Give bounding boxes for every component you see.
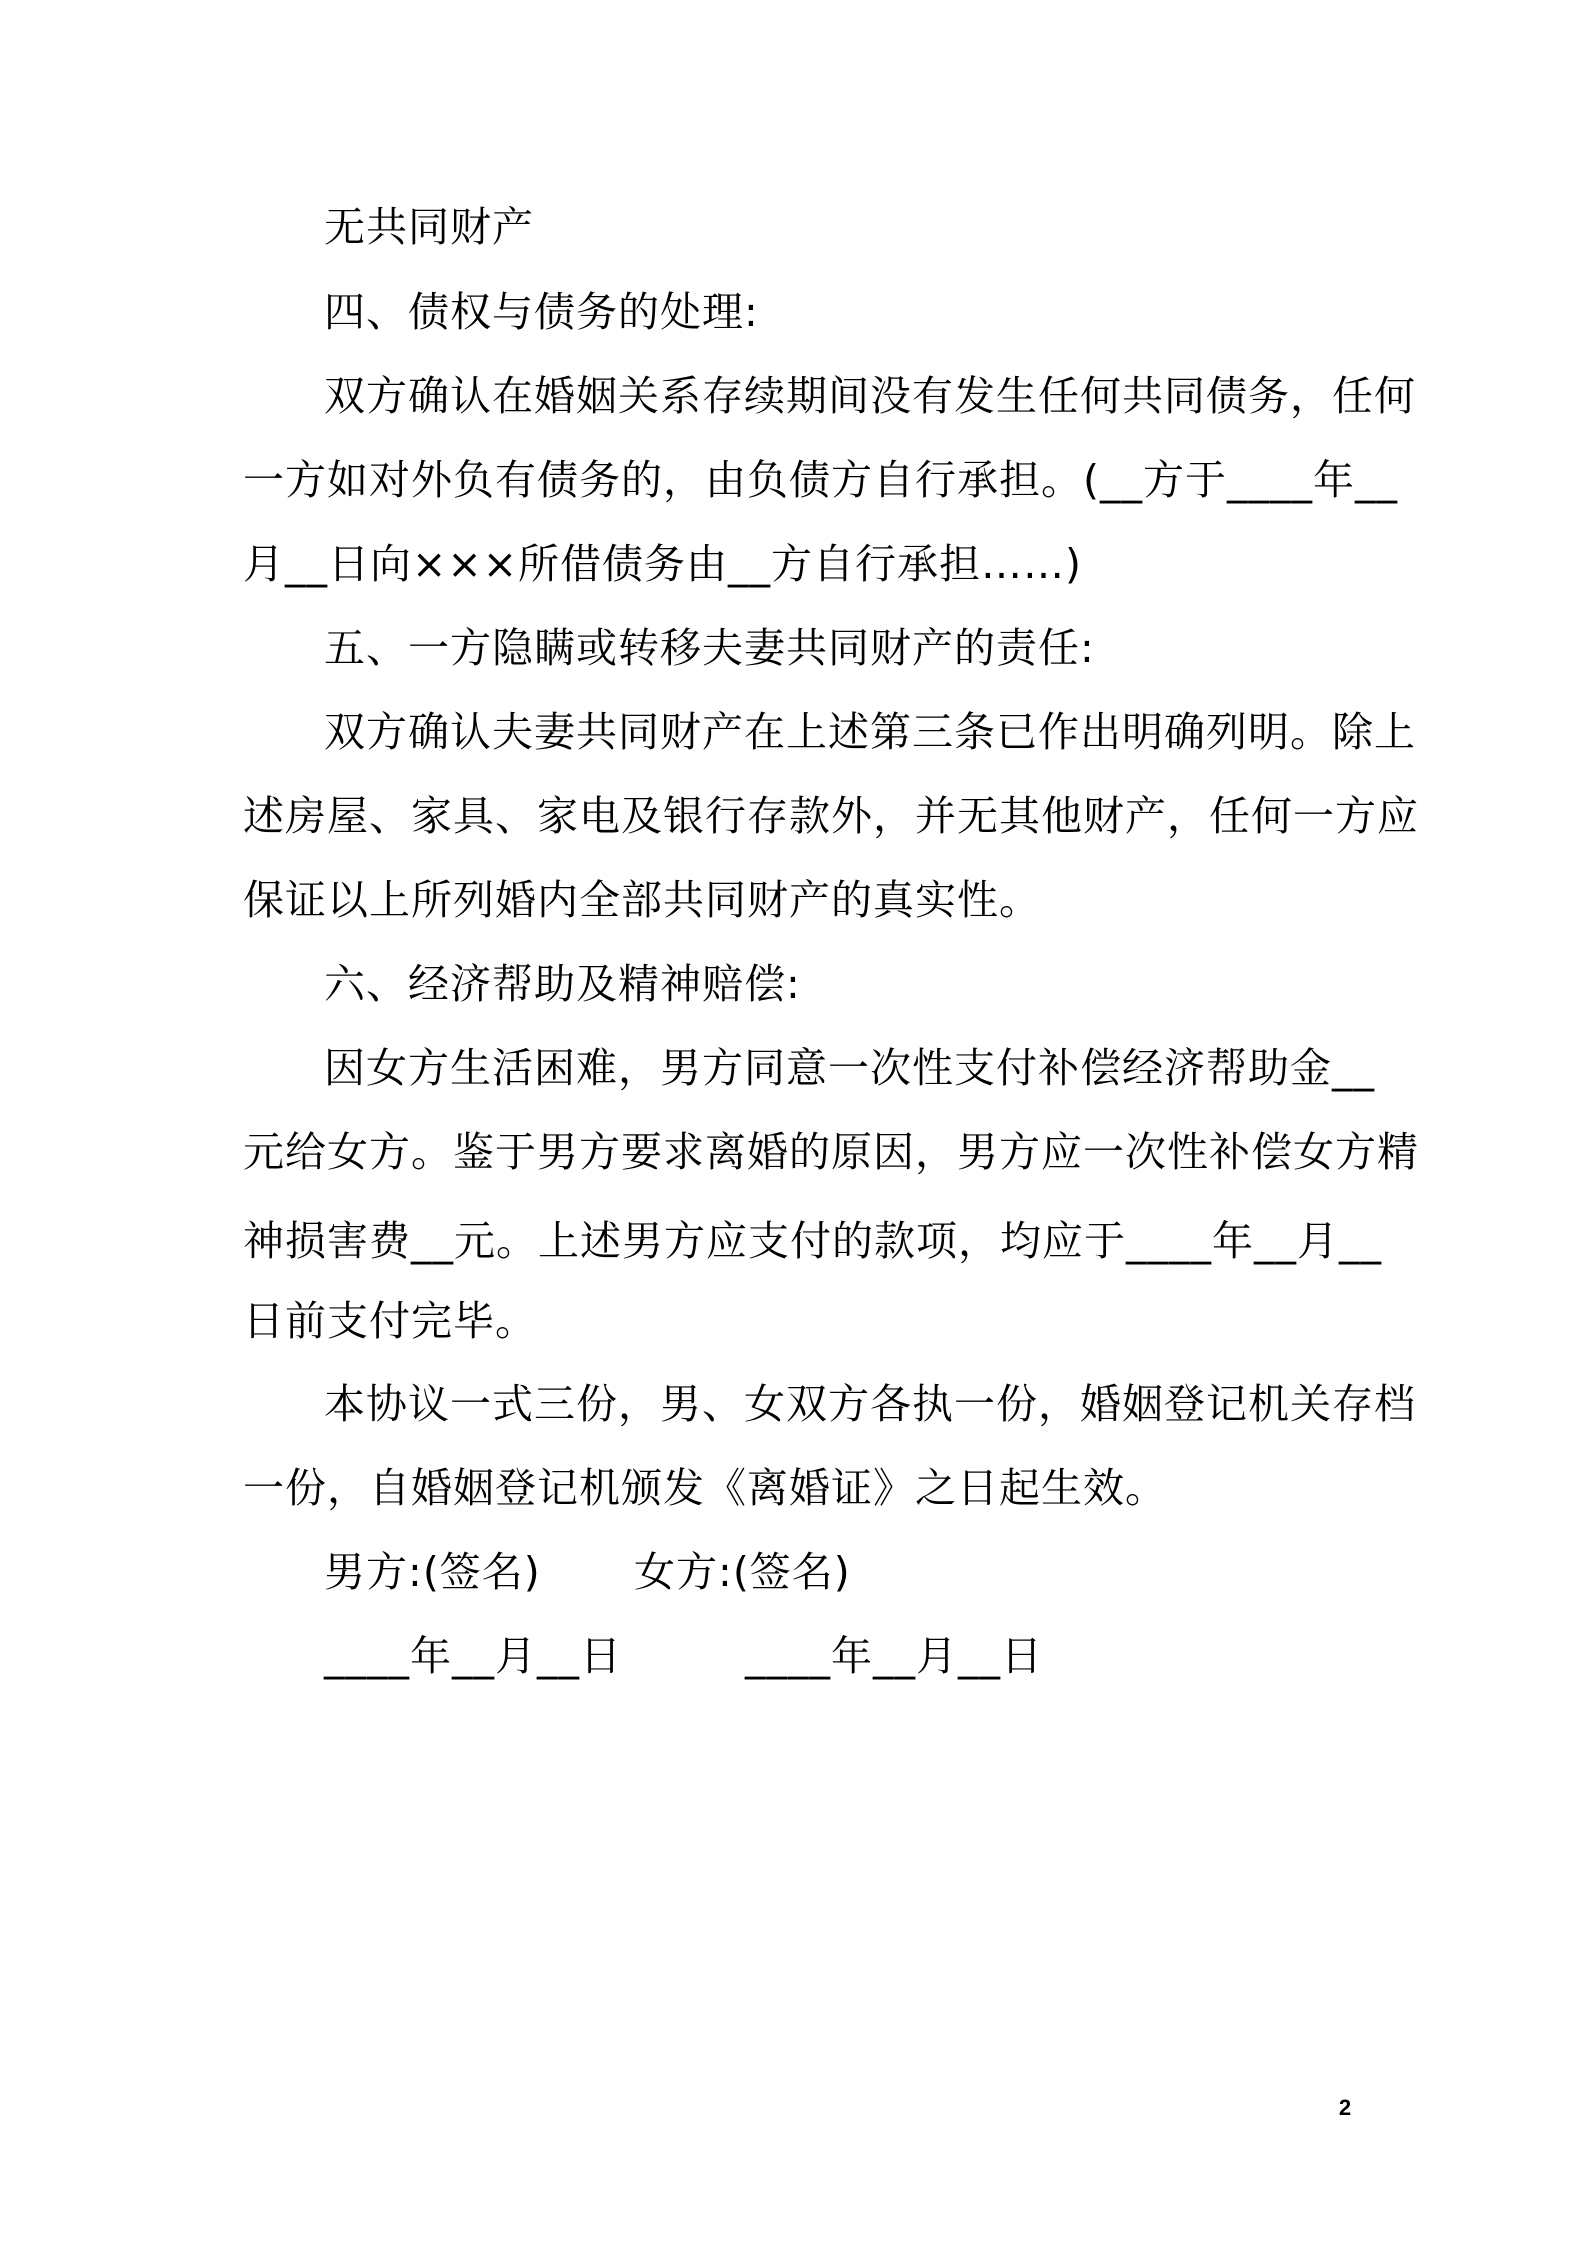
section4-body-line-1: 双方确认在婚姻关系存续期间没有发生任何共同债务，任何 (324, 372, 1416, 420)
male-signature-date: ____年__月__日 (324, 1632, 622, 1680)
page-number: 2 (1338, 2095, 1352, 2120)
section4-heading: 四、债权与债务的处理: (324, 288, 759, 336)
section5-heading: 五、一方隐瞒或转移夫妻共同财产的责任: (324, 624, 1095, 672)
female-signature-date: ____年__月__日 (745, 1632, 1043, 1680)
section5-body-line-2: 述房屋、家具、家电及银行存款外，并无其他财产，任何一方应 (243, 792, 1419, 840)
section6-body-line-1: 因女方生活困难，男方同意一次性支付补偿经济帮助金__ (324, 1044, 1375, 1092)
paragraph-no-joint-property: 无共同财产 (324, 203, 534, 251)
section6-body-line-3: 神损害费__元。上述男方应支付的款项，均应于____年__月__ (243, 1217, 1382, 1265)
section6-body-line-2: 元给女方。鉴于男方要求离婚的原因，男方应一次性补偿女方精 (243, 1128, 1419, 1176)
closing-body-line-1: 本协议一式三份，男、女双方各执一份，婚姻登记机关存档 (324, 1380, 1416, 1428)
section6-heading: 六、经济帮助及精神赔偿: (324, 960, 801, 1008)
section5-body-line-3: 保证以上所列婚内全部共同财产的真实性。 (243, 876, 1041, 924)
closing-body-line-2: 一份，自婚姻登记机颁发《离婚证》之日起生效。 (243, 1464, 1167, 1512)
female-signature-label: 女方:(签名) (634, 1548, 851, 1596)
male-signature-label: 男方:(签名) (324, 1548, 541, 1596)
section4-body-line-2: 一方如对外负有债务的，由负债方自行承担。(__方于____年__ (243, 456, 1398, 504)
section4-body-line-3: 月__日向×××所借债务由__方自行承担……) (243, 540, 1083, 588)
section5-body-line-1: 双方确认夫妻共同财产在上述第三条已作出明确列明。除上 (324, 708, 1416, 756)
section6-body-line-4: 日前支付完毕。 (243, 1297, 537, 1345)
